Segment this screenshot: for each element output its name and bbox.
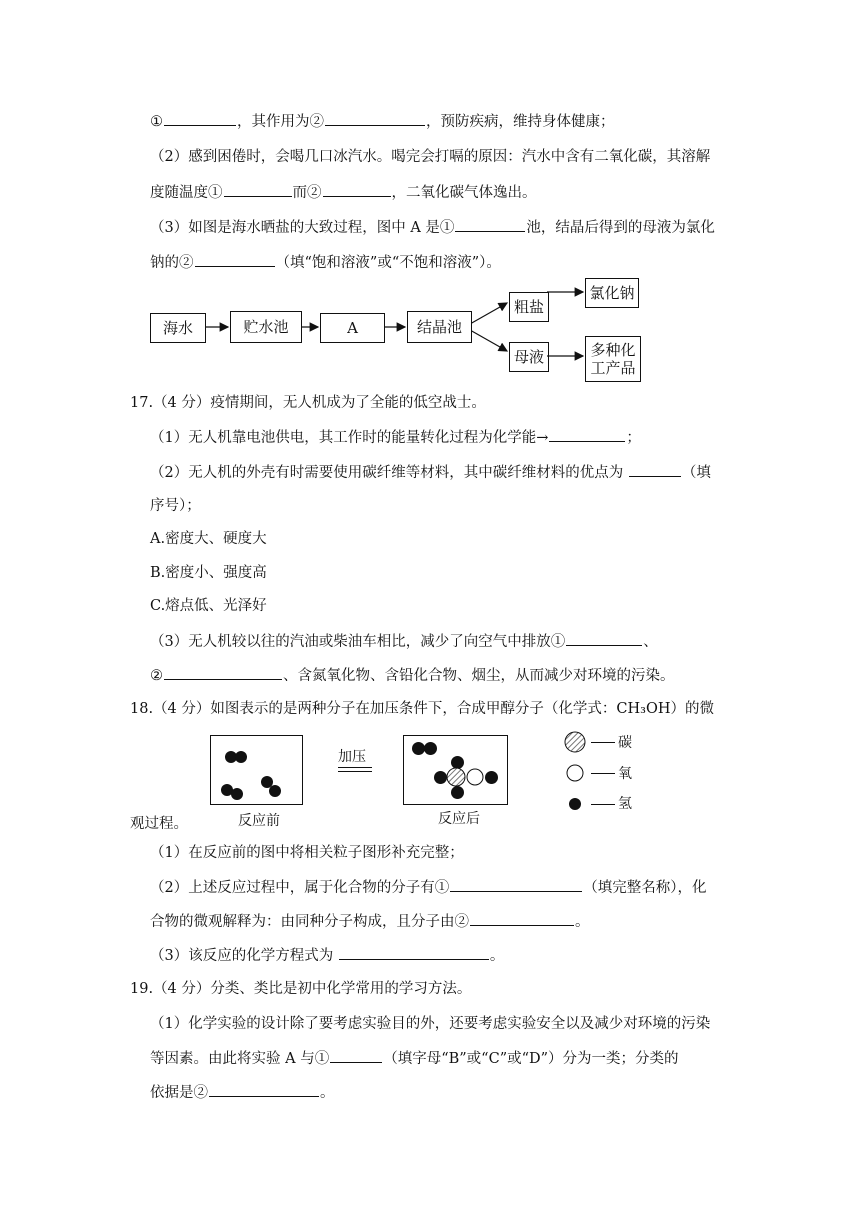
sea-salt-flow-diagram bbox=[150, 284, 670, 390]
after-reaction-frame bbox=[403, 735, 508, 805]
reaction-condition: 加压 bbox=[338, 749, 366, 765]
after-reaction-caption: 反应后 bbox=[438, 811, 480, 827]
q17-option-a: A.密度大、硬度大 bbox=[150, 531, 267, 547]
q17-line-3: 序号）； bbox=[150, 498, 201, 514]
answer-blank[interactable] bbox=[470, 911, 574, 926]
flow-box-crude-salt: 粗盐 bbox=[509, 292, 549, 322]
q18-line-1: （1）在反应前的图中将相关粒子图形补充完整； bbox=[150, 845, 464, 861]
q17-option-b: B.密度小、强度高 bbox=[150, 565, 267, 581]
q19-line-1: （1）化学实验的设计除了要考虑实验目的外，还要考虑实验安全以及减少对环境的污染 bbox=[150, 1016, 711, 1032]
equals-line-bottom bbox=[338, 771, 372, 772]
q18-line-3: 合物的微观解释为：由同种分子构成，且分子由② 。 bbox=[150, 911, 590, 932]
q16-line-5: 钠的② （填“饱和溶液”或“不饱和溶液”）。 bbox=[150, 252, 501, 273]
legend-oxygen-label: 氧 bbox=[618, 766, 632, 782]
before-reaction-frame bbox=[210, 735, 303, 805]
q18-line-4: （3）该反应的化学方程式为 。 bbox=[150, 945, 504, 966]
answer-blank[interactable] bbox=[209, 1082, 319, 1097]
answer-blank[interactable] bbox=[455, 217, 525, 232]
q19-line-2: 等因素。由此将实验 A 与① （填字母“B”或“C”或“D”）分为一类；分类的 bbox=[150, 1048, 679, 1069]
q16-line-4: （3）如图是海水晒盐的大致过程，图中 A 是① 池，结晶后得到的母液为氯化 bbox=[150, 217, 715, 238]
flow-box-sodium-chloride: 氯化钠 bbox=[585, 278, 639, 308]
hydrogen-atom bbox=[424, 742, 437, 755]
hydrogen-atom bbox=[485, 771, 498, 784]
legend-carbon-label: 碳 bbox=[618, 735, 632, 751]
hydrogen-atom bbox=[451, 786, 464, 799]
legend-oxygen-icon bbox=[565, 763, 585, 783]
q17-line-5: ② 、含氮氧化物、含铅化合物、烟尘，从而减少对环境的污染。 bbox=[150, 665, 675, 686]
hydrogen-atom bbox=[231, 788, 243, 800]
answer-blank[interactable] bbox=[195, 252, 275, 267]
carbon-atom bbox=[446, 767, 466, 787]
answer-blank[interactable] bbox=[339, 945, 489, 960]
legend-hydrogen-label: 氢 bbox=[618, 796, 632, 812]
methanol-reaction-diagram bbox=[210, 730, 650, 830]
answer-blank[interactable] bbox=[325, 111, 425, 126]
q17-heading: 17.（4 分）疫情期间，无人机成为了全能的低空战士。 bbox=[130, 395, 486, 411]
flow-box-a: A bbox=[320, 313, 385, 343]
oxygen-atom bbox=[466, 768, 484, 786]
legend-dash bbox=[591, 742, 615, 743]
legend-carbon-icon bbox=[563, 730, 587, 754]
hydrogen-atom bbox=[235, 751, 247, 763]
legend-hydrogen-icon bbox=[569, 798, 581, 810]
hydrogen-atom bbox=[269, 785, 281, 797]
answer-blank[interactable] bbox=[629, 462, 681, 477]
q19-line-3: 依据是② 。 bbox=[150, 1082, 335, 1103]
q17-option-c: C.熔点低、光泽好 bbox=[150, 598, 267, 614]
answer-blank[interactable] bbox=[164, 111, 236, 126]
flow-box-storage-pool: 贮水池 bbox=[230, 311, 302, 343]
flow-box-seawater: 海水 bbox=[150, 313, 206, 343]
q16-line-2: （2）感到困倦时，会喝几口冰汽水。喝完会打嗝的原因：汽水中含有二氧化碳，其溶解 bbox=[150, 149, 711, 165]
flow-box-mother-liquor: 母液 bbox=[509, 342, 549, 372]
answer-blank[interactable] bbox=[330, 1048, 382, 1063]
answer-blank[interactable] bbox=[566, 631, 642, 646]
before-reaction-caption: 反应前 bbox=[238, 813, 280, 829]
answer-blank[interactable] bbox=[549, 427, 625, 442]
q19-heading: 19.（4 分）分类、类比是初中化学常用的学习方法。 bbox=[130, 981, 472, 997]
q17-line-1: （1）无人机靠电池供电，其工作时的能量转化过程为化学能→ ； bbox=[150, 427, 641, 448]
answer-blank[interactable] bbox=[224, 182, 292, 197]
flow-box-crystallization-pool: 结晶池 bbox=[407, 311, 472, 343]
answer-blank[interactable] bbox=[323, 182, 391, 197]
q18-heading-tail: 观过程。 bbox=[130, 816, 188, 832]
q16-line-1: ① ，其作用为② ，预防疾病，维持身体健康； bbox=[150, 111, 615, 132]
equals-line-top bbox=[338, 767, 372, 768]
q16-line-3: 度随温度① 而② ，二氧化碳气体逸出。 bbox=[150, 182, 537, 203]
answer-blank[interactable] bbox=[450, 877, 582, 892]
legend-dash bbox=[591, 804, 615, 805]
answer-blank[interactable] bbox=[164, 665, 282, 680]
q17-line-2: （2）无人机的外壳有时需要使用碳纤维等材料，其中碳纤维材料的优点为 （填 bbox=[150, 462, 711, 483]
q17-line-4: （3）无人机较以往的汽油或柴油车相比，减少了向空气中排放① 、 bbox=[150, 631, 658, 652]
q18-heading: 18.（4 分）如图表示的是两种分子在加压条件下，合成甲醇分子（化学式：CH₃OH）的微 bbox=[130, 701, 714, 717]
legend-dash bbox=[591, 773, 615, 774]
flow-box-chemical-products: 多种化 工产品 bbox=[585, 336, 641, 382]
q18-line-2: （2）上述反应过程中，属于化合物的分子有① （填完整名称），化 bbox=[150, 877, 706, 898]
